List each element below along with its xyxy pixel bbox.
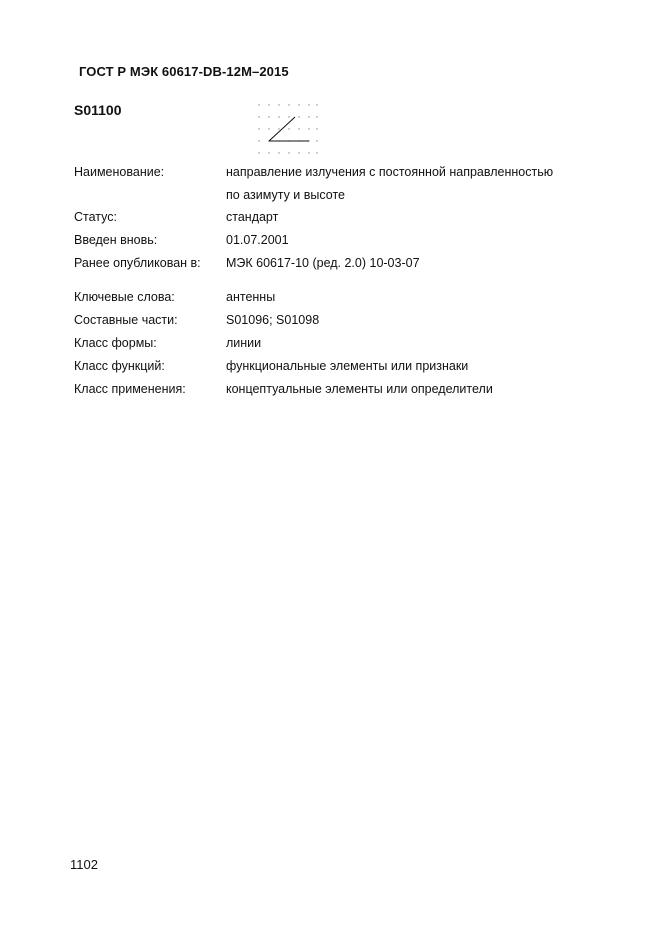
field-keywords-value: антенны — [226, 290, 276, 304]
field-name-value-line2: по азимуту и высоте — [226, 188, 345, 202]
field-name-value-line1: направление излучения с постоянной направленностью — [226, 165, 554, 179]
field-keywords-label: Ключевые слова: — [74, 290, 175, 304]
field-application-class-value: концептуальные элементы или определители — [226, 382, 493, 396]
field-function-class-value: функциональные элементы или признаки — [226, 359, 469, 373]
field-previously-published-value: МЭК 60617-10 (ред. 2.0) 10-03-07 — [226, 256, 420, 270]
field-introduced-label: Введен вновь: — [74, 233, 158, 247]
field-form-class-value: линии — [226, 336, 262, 350]
document-header: ГОСТ Р МЭК 60617-DB-12M–2015 — [79, 64, 289, 79]
field-status-value: стандарт — [226, 210, 279, 224]
field-introduced-value: 01.07.2001 — [226, 233, 289, 247]
field-form-class-label: Класс формы: — [74, 336, 157, 350]
field-previously-published-label: Ранее опубликован в: — [74, 256, 201, 270]
field-components-label: Составные части: — [74, 313, 178, 327]
field-status-label: Статус: — [74, 210, 117, 224]
symbol-diagonal-line — [269, 117, 295, 141]
field-components-value: S01096; S01098 — [226, 313, 320, 327]
radiation-direction-symbol-icon — [255, 101, 319, 159]
field-name-label: Наименование: — [74, 165, 165, 179]
field-function-class-label: Класс функций: — [74, 359, 165, 373]
page-number: 1102 — [70, 857, 98, 872]
field-application-class-label: Класс применения: — [74, 382, 186, 396]
symbol-code: S01100 — [74, 102, 122, 118]
symbol-grid — [258, 104, 317, 153]
